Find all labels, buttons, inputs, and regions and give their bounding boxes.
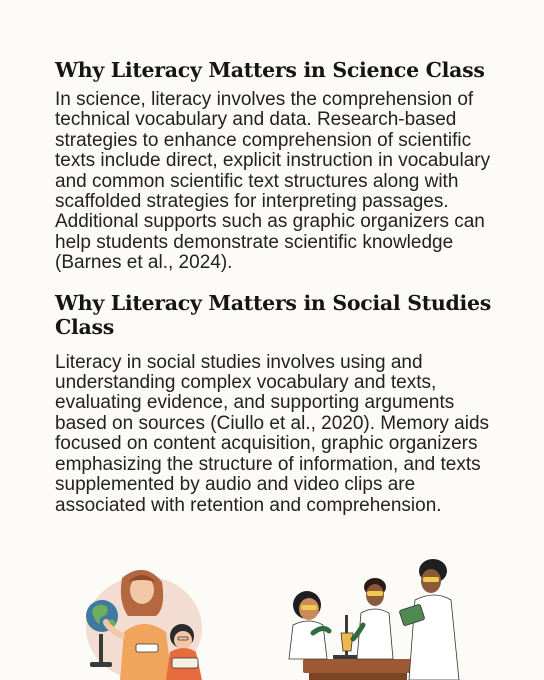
social-studies-section: [55, 291, 495, 516]
student-middle-figure: [353, 578, 393, 659]
science-heading: Why Literacy Matters in Science Class: [55, 58, 485, 82]
social-studies-paragraph: Literacy in social studies involves using and understanding complex vocabulary and texts, evaluating evidence, and supporting arguments based on sources (Ciullo et al., 2020). Memory aids focused on content acquisition, graphic organizers emphasizing the structure of information, and texts supplemented by audio and video clips are associated with retention and comprehension.: [55, 351, 490, 516]
student-left-figure: [289, 591, 329, 659]
social-studies-heading: Why Literacy Matters in Social Studies Class: [55, 290, 492, 339]
article: [55, 58, 495, 516]
science-paragraph: In science, literacy involves the comprehension of technical vocabulary and data. Research-based strategies to enhance comprehension of scientific texts include direct, explicit instruction in vocabulary and common scientific text structures along with scaffolded strategies for interpreting passages. Additional supports such as graphic organizers can help students demonstrate scientific knowledge (Barnes et al., 2024).: [55, 89, 491, 274]
teacher-globe-illustration: [82, 558, 222, 680]
science-section: [55, 58, 495, 274]
science-lab-illustration: [283, 555, 468, 680]
lab-table: [303, 659, 413, 673]
